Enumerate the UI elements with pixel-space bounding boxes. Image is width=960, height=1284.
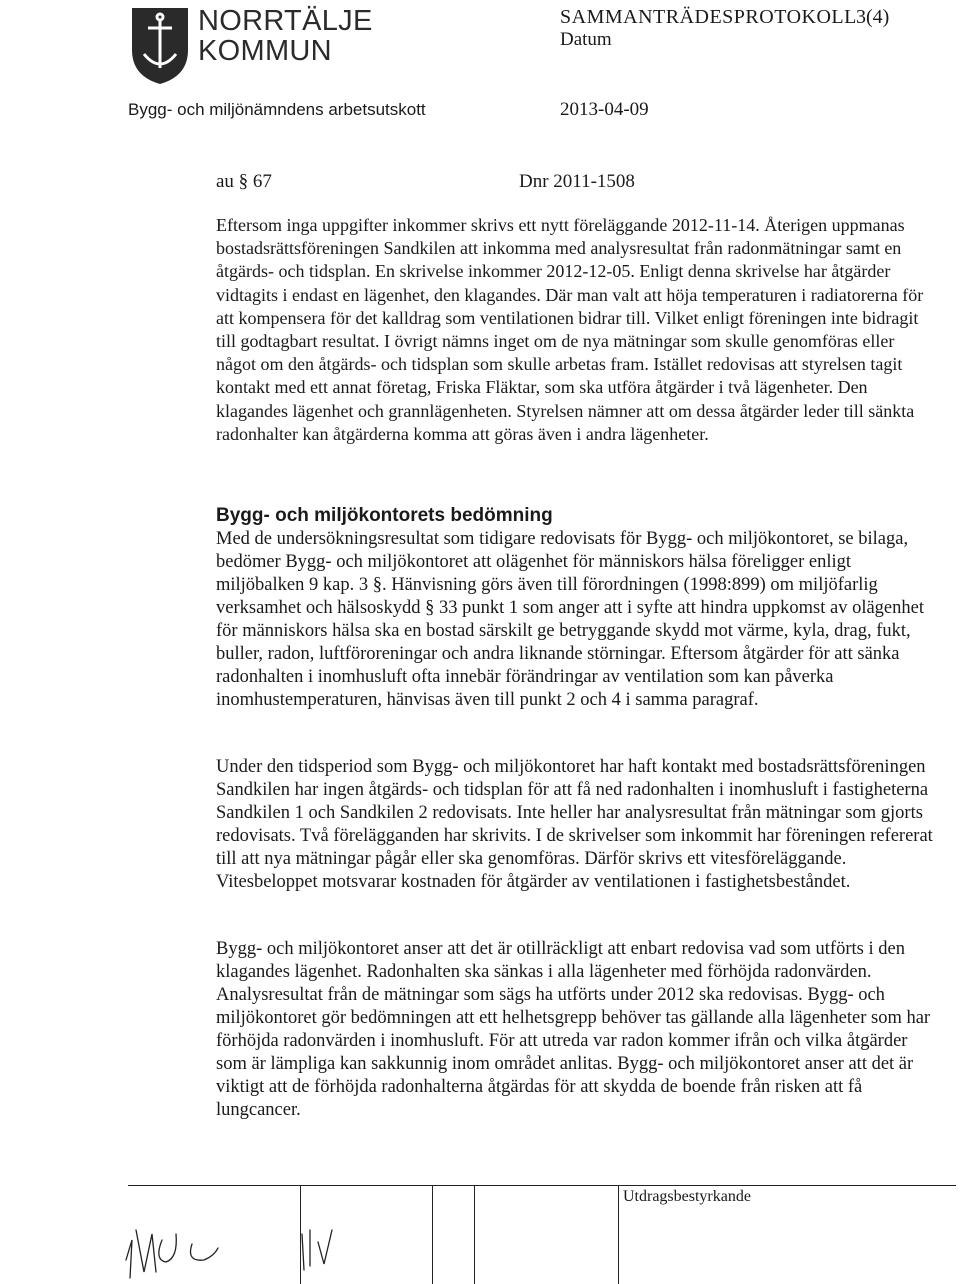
date-label: Datum <box>560 29 612 50</box>
committee-name: Bygg- och miljönämndens arbetsutskott <box>128 100 426 119</box>
footer-divider <box>432 1185 433 1284</box>
protocol-title: SAMMANTRÄDESPROTOKOLL <box>560 6 857 28</box>
footer-divider <box>474 1185 475 1284</box>
organization-name <box>198 6 373 66</box>
municipality-crest-icon <box>128 4 192 86</box>
handwritten-initials <box>118 1200 358 1284</box>
meeting-date: 2013-04-09 <box>560 99 649 120</box>
paragraph-2: Med de undersökningsresultat som tidigare redovisats för Bygg- och miljökontoret, se bilaga, bedömer Bygg- och miljökontoret att olägenhet för människors hälsa föreligger enligt miljöbalken 9 kap. 3 §. Hänvisning görs även till förordningen (1998:899) om miljöfarlig verksamhet och hälsoskydd § 33 punkt 1 som anger att i syfte att hindra uppkomst av olägenhet för människors hälsa ska en bostad särskilt ge betryggande skydd mot värme, kyla, drag, fukt, buller, radon, luftföroreningar och andra liknande störningar. Eftersom åtgärder för att sänka radonhalten i inomhusluft ofta innebär förändringar av ventilation som kan påverka inomhustemperaturen, hänvisas även till punkt 2 och 4 i samma paragraf. <box>216 529 924 710</box>
page-number: 3(4) <box>856 6 890 28</box>
section-heading: Bygg- och miljökontorets bedömning <box>216 505 553 526</box>
footer-divider <box>618 1185 619 1284</box>
certifier-label: Utdragsbestyrkande <box>623 1188 751 1205</box>
organization-name-line1: NORRTÄLJE <box>198 5 373 37</box>
paragraph-4: Bygg- och miljökontoret anser att det är otillräckligt att enbart redovisa vad som utförts i den klagandes lägenhet. Radonhalten ska sänkas i alla lägenheter med förhöjda radonvärden. Analysresultat från de mätningar som sägs ha utförts under 2012 ska redovisas. Bygg- och miljökontoret gör bedömningen att ett helhetsgrepp behöver tas gällande alla lägenheter som har förhöjda radonvärden i inomhusluft. För att utreda var radon kommer ifrån och vilka åtgärder som är lämpliga kan sakkunnig inom området anlitas. Bygg- och miljökontoret anser att det är viktigt att de förhöjda radonhalterna åtgärdas för att skydda de boende från risken att få lungcancer. <box>216 939 931 1120</box>
case-id: au § 67 <box>216 171 272 192</box>
paragraph-1: Eftersom inga uppgifter inkommer skrivs ett nytt föreläggande 2012-11-14. Återigen uppmanas bostadsrättsföreningen Sandkilen att inkomma med analysresultat från radonmätningar samt en åtgärds- och tidsplan. En skrivelse inkommer 2012-12-05. Enligt denna skrivelse har åtgärder vidtagits i endast en lägenhet, den klagandes. Där man valt att höja temperaturen i radiatorerna för att kompensera för det kalldrag som ventilationen bidrar till. Vilket enligt föreningen inte bidragit till godtagbart resultat. I övrigt nämns inget om de nya mätningar som skulle genomföras eller något om den åtgärds- och tidsplan som skulle arbetas fram. Istället redovisas att styrelsen tagit kontakt med ett annat företag, Friska Fläktar, som ska utföra åtgärder i två lägenheter. Den klagandes lägenhet och grannlägenheten. Styrelsen nämner att om dessa åtgärder leder till sänkta radonhalter kan åtgärderna komma att göras även i andra lägenheter. <box>216 215 924 444</box>
organization-name-line2: KOMMUN <box>198 35 332 67</box>
paragraph-3: Under den tidsperiod som Bygg- och miljökontoret har haft kontakt med bostadsrättsföreningen Sandkilen har ingen åtgärds- och tidsplan för att få ned radonhalten i inomhusluft i fastigheterna Sandkilen 1 och Sandkilen 2 redovisats. Inte heller har analysresultat från mätningar som gjorts redovisats. Två förelägganden har skrivits. I de skrivelser som inkommit har föreningen refererat till att nya mätningar pågår eller ska genomföras. Därför skrivs ett vitesföreläggande. Vitesbeloppet motsvarar kostnaden för åtgärder av ventilationen i fastighetsbeståndet. <box>216 757 933 892</box>
registration-number: Dnr 2011-1508 <box>519 171 635 192</box>
